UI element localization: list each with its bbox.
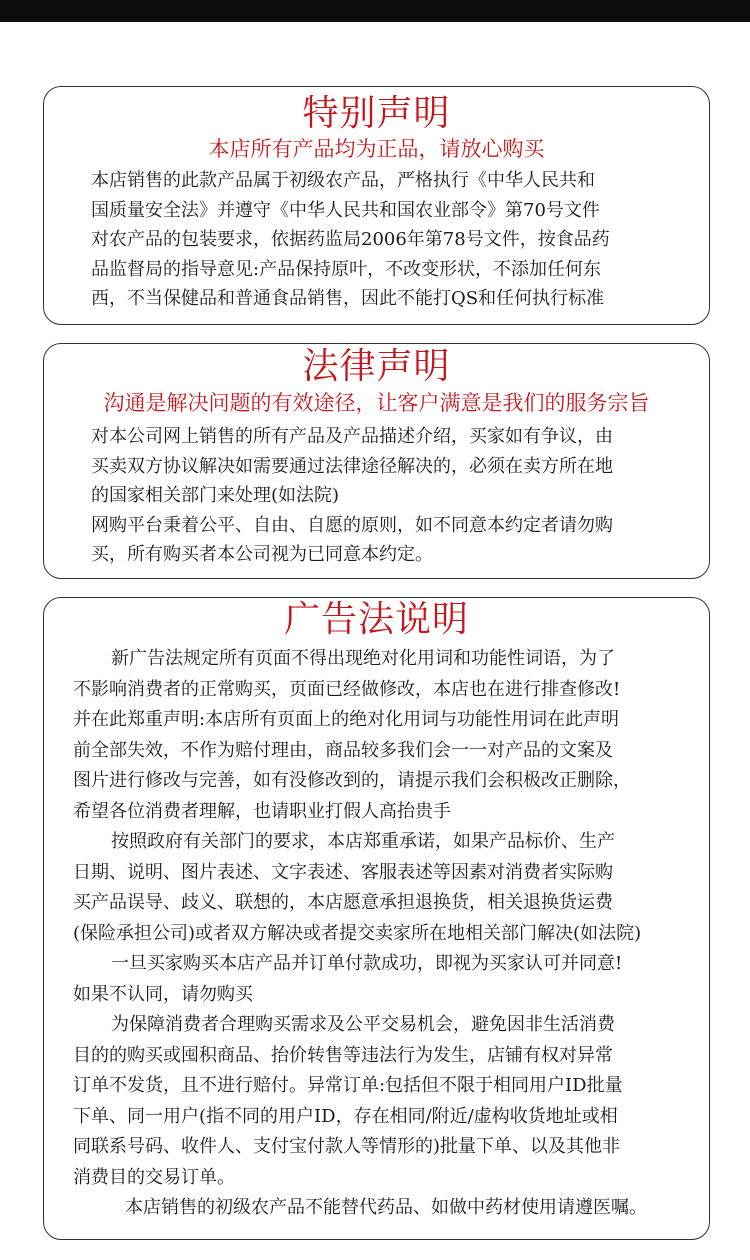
text-line: 如果不认同，请勿购买: [73, 983, 253, 1005]
text-line: 消费目的交易订单。: [73, 1166, 235, 1188]
text-line: 对农产品的包装要求，依据药监局2006年第78号文件，按食品药: [91, 229, 610, 250]
text-line: 国质量安全法》并遵守《中华人民共和国农业部令》第70号文件: [91, 199, 600, 221]
legal-statement-subtitle: 沟通是解决问题的有效途径，让客户满意是我们的服务宗旨: [103, 391, 650, 415]
text-line: 网购平台秉着公平、自由、自愿的原则，如不同意本约定者请勿购: [91, 514, 613, 536]
text-line: 品监督局的指导意见:产品保持原叶，不改变形状，不添加任何东: [91, 258, 602, 280]
ad-law-title: 广告法说明: [283, 599, 469, 640]
text-line: 按照政府有关部门的要求，本店郑重承诺，如果产品标价、生产: [111, 831, 615, 852]
ad-law-paragraph: [73, 644, 709, 827]
text-line: 订单不发货，且不进行赔付。异常订单:包括但不限于相同用户ID批量: [73, 1075, 623, 1096]
text-line: 目的的购买或囤积商品、抬价转售等违法行为发生，店铺有权对异常: [73, 1044, 613, 1066]
text-line: 本店销售的初级农产品不能替代药品、如做中药材使用请遵医嘱。: [125, 1197, 647, 1218]
text-line: 同联系号码、收件人、支付宝付款人等情形的)批量下单、以及其他非: [73, 1136, 621, 1157]
text-line: 前全部失效，不作为赔付理由，商品较多我们会一一对产品的文案及: [73, 739, 613, 761]
legal-statement-card: [43, 343, 710, 579]
ad-law-paragraph: [73, 827, 709, 949]
text-line: 日期、说明、图片表述、文字表述、客服表述等因素对消费者实际购: [73, 861, 613, 883]
text-line: 西，不当保健品和普通食品销售，因此不能打QS和任何执行标准: [91, 288, 605, 309]
special-statement-card: [43, 86, 710, 325]
text-line: 买，所有购买者本公司视为已同意本约定。: [91, 544, 433, 565]
special-statement-subtitle: 本店所有产品均为正品，请放心购买: [208, 137, 545, 161]
legal-statement-body: [44, 422, 709, 570]
special-statement-title: 特别声明: [302, 93, 451, 134]
text-line: 为保障消费者合理购买需求及公平交易机会，避免因非生活消费: [111, 1014, 615, 1035]
ad-law-paragraph: [73, 1193, 709, 1224]
legal-statement-title: 法律声明: [302, 346, 451, 387]
text-line: 买产品误导、歧义、联想的，本店愿意承担退换货，相关退换货运费: [73, 892, 613, 913]
text-line: 本店销售的此款产品属于初级农产品，严格执行《中华人民共和: [91, 170, 595, 191]
text-line: 新广告法规定所有页面不得出现绝对化用词和功能性词语，为了: [111, 648, 615, 669]
ad-law-paragraph: [73, 1010, 709, 1193]
special-statement-text: [44, 166, 709, 314]
text-line: (保险承担公司)或者双方解决或者提交卖家所在地相关部门解决(如法院): [73, 922, 642, 944]
ad-law-body: [44, 644, 709, 1224]
text-line: 一旦买家购买本店产品并订单付款成功，即视为买家认可并同意!: [111, 953, 623, 974]
text-line: 希望各位消费者理解，也请职业打假人高抬贵手: [73, 800, 451, 822]
text-line: 并在此郑重声明:本店所有页面上的绝对化用词与功能性用词在此声明: [73, 709, 620, 730]
text-line: 下单、同一用户(指不同的用户ID，存在相同/附近/虚构收货地址或相: [73, 1105, 618, 1127]
ad-law-paragraph: [73, 949, 709, 1010]
legal-paragraph: [91, 511, 709, 570]
ad-law-card: [43, 597, 710, 1240]
text-line: 图片进行修改与完善，如有没修改到的，请提示我们会积极改正删除，: [73, 770, 631, 791]
text-line: 不影响消费者的正常购买，页面已经做修改，本店也在进行排查修改!: [73, 678, 621, 700]
text-line: 对本公司网上销售的所有产品及产品描述介绍，买家如有争议，由: [91, 426, 613, 447]
legal-paragraph: [91, 422, 709, 511]
text-line: 买卖双方协议解决如需要通过法律途径解决的，必须在卖方所在地: [91, 455, 613, 477]
top-bar: [0, 0, 750, 22]
text-line: 的国家相关部门来处理(如法院): [91, 485, 340, 506]
